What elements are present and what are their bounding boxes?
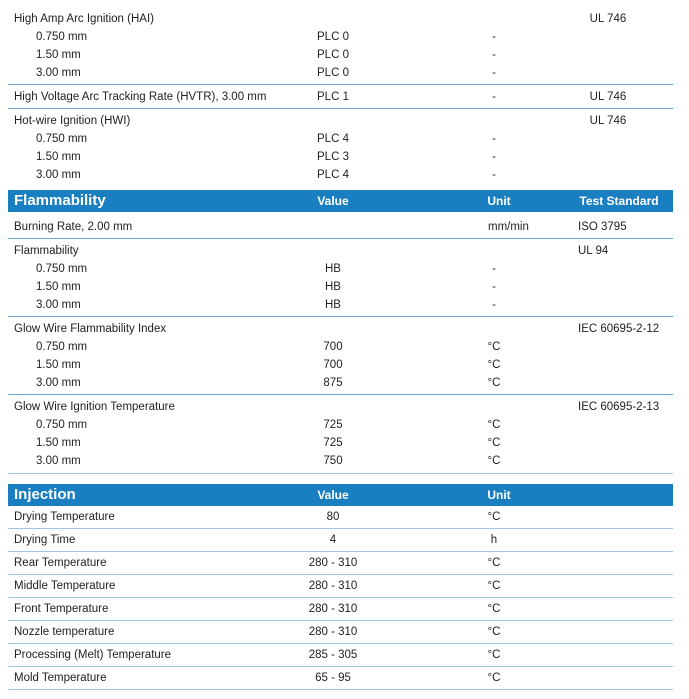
hwi-heading-row	[8, 112, 673, 130]
flammability-row	[8, 278, 673, 296]
row-unit: °C	[487, 511, 501, 523]
row-label: 3.00 mm	[36, 169, 81, 181]
row-label: 1.50 mm	[36, 151, 81, 163]
gwfi-row	[8, 356, 673, 374]
row-label: Drying Temperature	[14, 511, 115, 523]
row-value: PLC 0	[317, 31, 349, 43]
row-unit: °C	[487, 437, 501, 449]
row-value: 280 - 310	[308, 626, 358, 638]
row-value: 700	[323, 341, 343, 353]
divider	[8, 108, 673, 109]
row-unit: °C	[487, 455, 501, 467]
row-value: 280 - 310	[308, 557, 358, 569]
row-label: Mold Temperature	[14, 672, 107, 684]
row-label: 0.750 mm	[36, 133, 88, 145]
section-title: Injection	[14, 486, 76, 503]
row-label: Drying Time	[14, 534, 76, 546]
gwfi-row	[8, 338, 673, 356]
row-unit: °C	[487, 419, 501, 431]
row-value: HB	[325, 263, 341, 275]
flammability-row	[8, 296, 673, 314]
column-header-unit: Unit	[487, 194, 511, 208]
hai-standard: UL 746	[589, 13, 627, 25]
row-unit: °C	[487, 603, 501, 615]
row-unit: -	[492, 49, 496, 61]
flammability-standard: UL 94	[578, 245, 609, 257]
injection-section-header	[8, 484, 673, 506]
divider	[8, 84, 673, 85]
burning-rate-standard: ISO 3795	[578, 221, 627, 233]
flammability-section-header	[8, 190, 673, 212]
flammability-row	[8, 260, 673, 278]
hwi-standard: UL 746	[589, 115, 627, 127]
row-unit: -	[492, 151, 496, 163]
row-value: HB	[325, 299, 341, 311]
row-label: 1.50 mm	[36, 437, 81, 449]
injection-table	[8, 506, 673, 690]
row-unit: °C	[487, 649, 501, 661]
row-label: 0.750 mm	[36, 341, 88, 353]
burning-rate-label: Burning Rate, 2.00 mm	[14, 221, 133, 233]
hvtr-row	[8, 88, 673, 106]
row-unit: h	[490, 534, 498, 546]
row-value: 725	[323, 437, 343, 449]
row-value: 80	[326, 511, 340, 523]
row-unit: -	[492, 263, 496, 275]
hvtr-value: PLC 1	[317, 91, 349, 103]
hai-label: High Amp Arc Ignition (HAI)	[14, 13, 154, 25]
row-value: 65 - 95	[315, 672, 351, 684]
row-unit: -	[492, 299, 496, 311]
injection-row	[8, 552, 673, 575]
hai-row	[8, 46, 673, 64]
injection-row	[8, 667, 673, 690]
divider	[8, 238, 673, 239]
gwit-heading-row	[8, 398, 673, 416]
injection-row	[8, 575, 673, 598]
row-value: 750	[323, 455, 343, 467]
gwit-standard: IEC 60695-2-13	[578, 401, 660, 413]
row-value: PLC 3	[317, 151, 349, 163]
row-unit: °C	[487, 672, 501, 684]
gwit-row	[8, 434, 673, 452]
column-header-value: Value	[317, 194, 349, 208]
row-unit: -	[492, 281, 496, 293]
divider	[8, 394, 673, 395]
row-unit: °C	[487, 580, 501, 592]
row-value: 700	[323, 359, 343, 371]
row-value: PLC 0	[317, 67, 349, 79]
flammability-heading-row	[8, 242, 673, 260]
injection-row	[8, 598, 673, 621]
hvtr-standard: UL 746	[589, 91, 627, 103]
row-value: 280 - 310	[308, 580, 358, 592]
row-label: Nozzle temperature	[14, 626, 115, 638]
row-value: PLC 4	[317, 169, 349, 181]
row-unit: -	[492, 67, 496, 79]
column-header-standard: Test Standard	[579, 194, 659, 208]
row-value: 725	[323, 419, 343, 431]
burning-rate-unit: mm/min	[488, 221, 529, 233]
row-unit: -	[492, 31, 496, 43]
row-label: Front Temperature	[14, 603, 109, 615]
row-value: HB	[325, 281, 341, 293]
gwit-row	[8, 416, 673, 434]
row-unit: °C	[487, 377, 501, 389]
row-label: 3.00 mm	[36, 455, 81, 467]
hvtr-unit: -	[492, 91, 496, 103]
hai-row	[8, 28, 673, 46]
row-unit: °C	[487, 557, 501, 569]
hwi-row	[8, 130, 673, 148]
row-unit: -	[492, 169, 496, 181]
hai-heading-row	[8, 10, 673, 28]
row-value: 285 - 305	[308, 649, 358, 661]
row-unit: °C	[487, 359, 501, 371]
row-label: 0.750 mm	[36, 263, 88, 275]
gwfi-row	[8, 374, 673, 392]
row-label: 3.00 mm	[36, 377, 81, 389]
hvtr-label: High Voltage Arc Tracking Rate (HVTR), 3.00 mm	[14, 91, 267, 103]
injection-row	[8, 506, 673, 529]
row-label: Processing (Melt) Temperature	[14, 649, 172, 661]
row-unit: °C	[487, 626, 501, 638]
row-label: 0.750 mm	[36, 419, 88, 431]
divider	[8, 473, 673, 474]
hwi-row	[8, 148, 673, 166]
row-unit: °C	[487, 341, 501, 353]
gwfi-label: Glow Wire Flammability Index	[14, 323, 167, 335]
divider	[8, 316, 673, 317]
gwfi-standard: IEC 60695-2-12	[578, 323, 660, 335]
gwfi-heading-row	[8, 320, 673, 338]
row-label: 1.50 mm	[36, 49, 81, 61]
row-value: 875	[323, 377, 343, 389]
flammability-label: Flammability	[14, 245, 79, 257]
gwit-row	[8, 452, 673, 470]
column-header-value: Value	[317, 488, 349, 502]
row-label: 3.00 mm	[36, 67, 81, 79]
row-label: 3.00 mm	[36, 299, 81, 311]
row-label: 1.50 mm	[36, 281, 81, 293]
hwi-row	[8, 166, 673, 184]
hwi-label: Hot-wire Ignition (HWI)	[14, 115, 131, 127]
row-unit: -	[492, 133, 496, 145]
datasheet-page	[8, 0, 673, 690]
injection-row	[8, 621, 673, 644]
column-header-unit: Unit	[487, 488, 511, 502]
injection-row	[8, 644, 673, 667]
burning-rate-row	[8, 218, 673, 236]
injection-row	[8, 529, 673, 552]
row-value: PLC 0	[317, 49, 349, 61]
row-label: Middle Temperature	[14, 580, 116, 592]
row-label: Rear Temperature	[14, 557, 107, 569]
row-label: 1.50 mm	[36, 359, 81, 371]
row-value: 4	[329, 534, 337, 546]
section-title: Flammability	[14, 192, 106, 209]
gwit-label: Glow Wire Ignition Temperature	[14, 401, 175, 413]
row-label: 0.750 mm	[36, 31, 88, 43]
row-value: 280 - 310	[308, 603, 358, 615]
hai-row	[8, 64, 673, 82]
row-value: PLC 4	[317, 133, 349, 145]
